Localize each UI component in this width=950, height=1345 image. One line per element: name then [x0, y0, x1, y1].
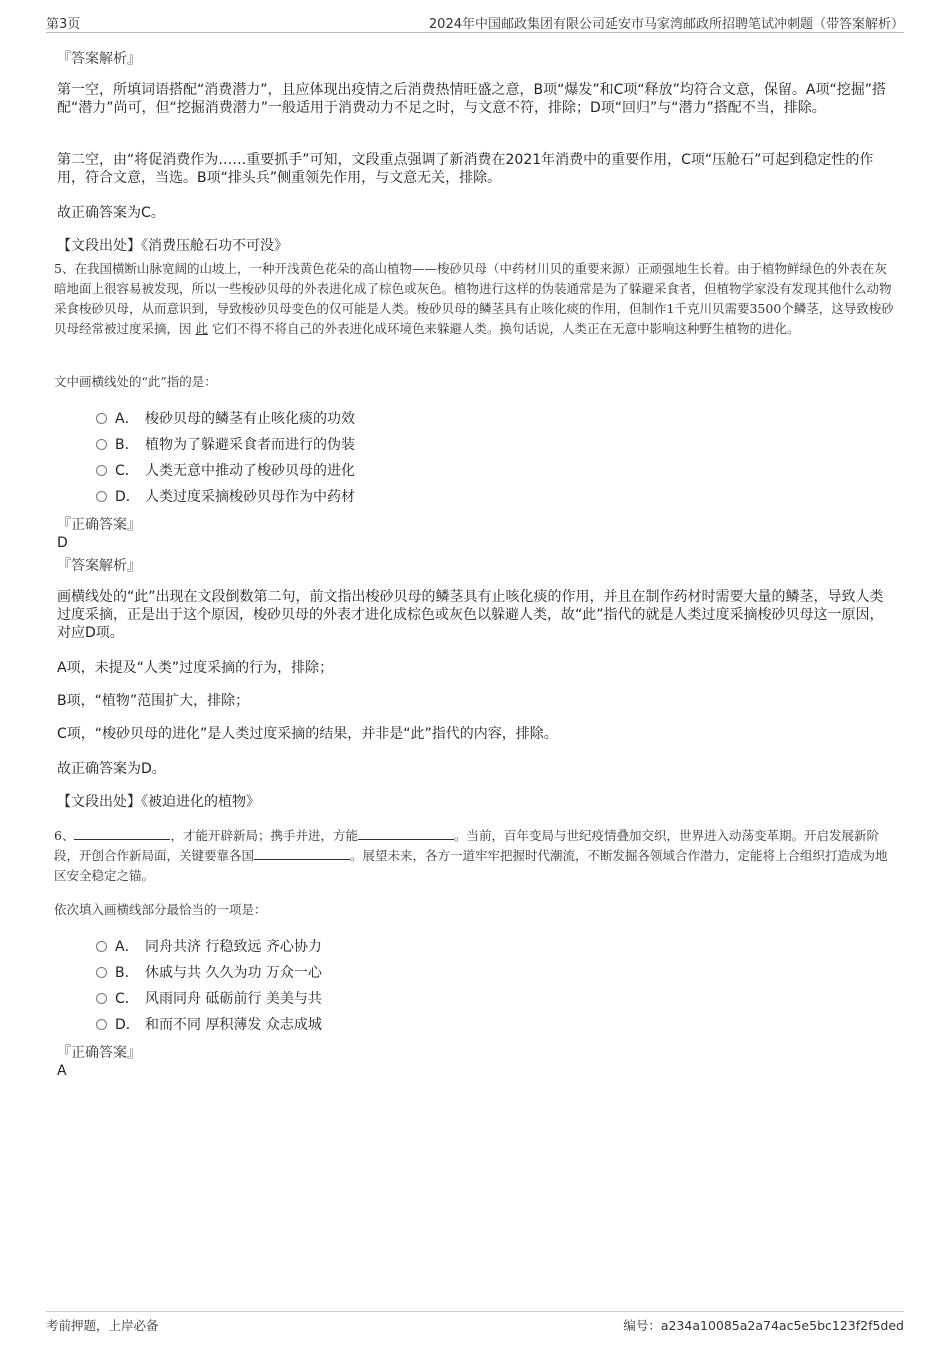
underlined-word: 此 [195, 321, 208, 336]
document-title: 2024年中国邮政集团有限公司延安市马家湾邮政所招聘笔试冲刺题（带答案解析） [428, 17, 904, 32]
analysis-label: 『答案解析』 [57, 558, 141, 574]
analysis-conclusion: 故正确答案为D。 [57, 761, 166, 777]
fill-blank [254, 847, 350, 860]
analysis-paragraph: B项，“植物”范围扩大，排除； [57, 693, 250, 709]
analysis-conclusion: 故正确答案为C。 [57, 205, 165, 221]
radio-icon[interactable] [96, 491, 107, 502]
option-d[interactable]: D． 人类过度采摘梭砂贝母作为中药材 [96, 486, 355, 508]
correct-answer-label: 『正确答案』 [57, 1045, 141, 1061]
analysis-paragraph: 第二空，由“将促消费作为……重要抓手”可知，文段重点强调了新消费在2021年消费中的重要作用，C项“压舱石”可起到稳定性的作用，符合文意，当选。B项“排头兵”侧重领先作用，与文意无关，排除。 [57, 152, 874, 186]
radio-icon[interactable] [96, 1019, 107, 1030]
correct-answer: A [57, 1063, 67, 1079]
analysis-label: 『答案解析』 [57, 51, 141, 67]
document-id: 编号：a234a10085a2a74ac5e5bc123f2f5ded [623, 1318, 904, 1333]
radio-icon[interactable] [96, 413, 107, 424]
footer-slogan: 考前押题，上岸必备 [46, 1318, 159, 1333]
analysis-paragraph: 第一空，所填词语搭配“消费潜力”，且应体现出疫情之后消费热情旺盛之意，B项“爆发”和C项“释放”均符合文意，保留。A项“挖掘”搭配“潜力”尚可，但“挖掘消费潜力”一般适用于消费动力不足之时，与文意不符，排除；D项“回归”与“潜力”搭配不当，排除。 [57, 82, 886, 116]
question-prompt: 文中画横线处的“此”指的是： [54, 374, 217, 389]
option-a[interactable]: A． 梭砂贝母的鳞茎有止咳化痰的功效 [96, 408, 355, 430]
source-citation: 【文段出处】《被迫进化的植物》 [57, 794, 260, 810]
option-c[interactable]: C． 人类无意中推动了梭砂贝母的进化 [96, 460, 355, 482]
analysis-paragraph: A项，未提及“人类”过度采摘的行为，排除； [57, 660, 334, 676]
option-d[interactable]: D． 和而不同 厚积薄发 众志成城 [96, 1014, 322, 1036]
radio-icon[interactable] [96, 967, 107, 978]
radio-icon[interactable] [96, 439, 107, 450]
question-passage: 6、 ，才能开辟新局；携手并进，方能 。当前，百年变局与世纪疫情叠加交织，世界进入动荡变革期。开启发展新阶段，开创合作新局面，关键要靠各国 。展望未来，各方一道牢牢把握时代潮流，不断发掘各领域合作潜力，定能将上合组织打造成为地区安全稳定之锚。 [54, 828, 888, 883]
analysis-paragraph: C项，“梭砂贝母的进化”是人类过度采摘的结果，并非是“此”指代的内容，排除。 [57, 726, 558, 742]
option-a[interactable]: A． 同舟共济 行稳致远 齐心协力 [96, 936, 322, 958]
page-header [46, 10, 904, 33]
radio-icon[interactable] [96, 993, 107, 1004]
analysis-paragraph: 画横线处的“此”出现在文段倒数第二句，前文指出梭砂贝母的鳞茎具有止咳化痰的作用，并且在制作药材时需要大量的鳞茎，导致人类过度采摘，正是出于这个原因，梭砂贝母的外表才进化成棕色或灰色以躲避人类，故“此”指代的就是人类过度采摘梭砂贝母这一原因，对应D项。 [57, 589, 884, 641]
radio-icon[interactable] [96, 941, 107, 952]
page-footer [46, 1311, 904, 1336]
question-passage: 5、在我国横断山脉宽阔的山坡上，一种开浅黄色花朵的高山植物——梭砂贝母（中药材川贝的重要来源）正顽强地生长着。由于植物鲜绿色的外表在灰暗地面上很容易被发现，所以一些梭砂贝母的外表进化成了棕色或灰色。植物进行这样的伪装通常是为了躲避采食者，但植物学家没有发现其他什么动物采食梭砂贝母，从而意识到，导致梭砂贝母变色的仅可能是人类。梭砂贝母的鳞茎具有止咳化痰的作用，但制作1千克川贝需要3500个鳞茎，这导致梭砂贝母经常被过度采摘，因 此 它们不得不将自己的外表进化成环境色来躲避人类。换句话说，人类正在无意中影响这种野生植物的进化。 [54, 261, 894, 336]
option-c[interactable]: C． 风雨同舟 砥砺前行 美美与共 [96, 988, 322, 1010]
correct-answer-label: 『正确答案』 [57, 517, 141, 533]
source-citation: 【文段出处】《消费压舱石功不可没》 [57, 238, 288, 254]
question-prompt: 依次填入画横线部分最恰当的一项是： [54, 902, 267, 917]
page-number: 第3页 [46, 17, 81, 32]
fill-blank [74, 827, 170, 840]
option-b[interactable]: B． 休戚与共 久久为功 万众一心 [96, 962, 322, 984]
correct-answer: D [57, 535, 68, 551]
radio-icon[interactable] [96, 465, 107, 476]
fill-blank [358, 827, 454, 840]
option-b[interactable]: B． 植物为了躲避采食者而进行的伪装 [96, 434, 355, 456]
